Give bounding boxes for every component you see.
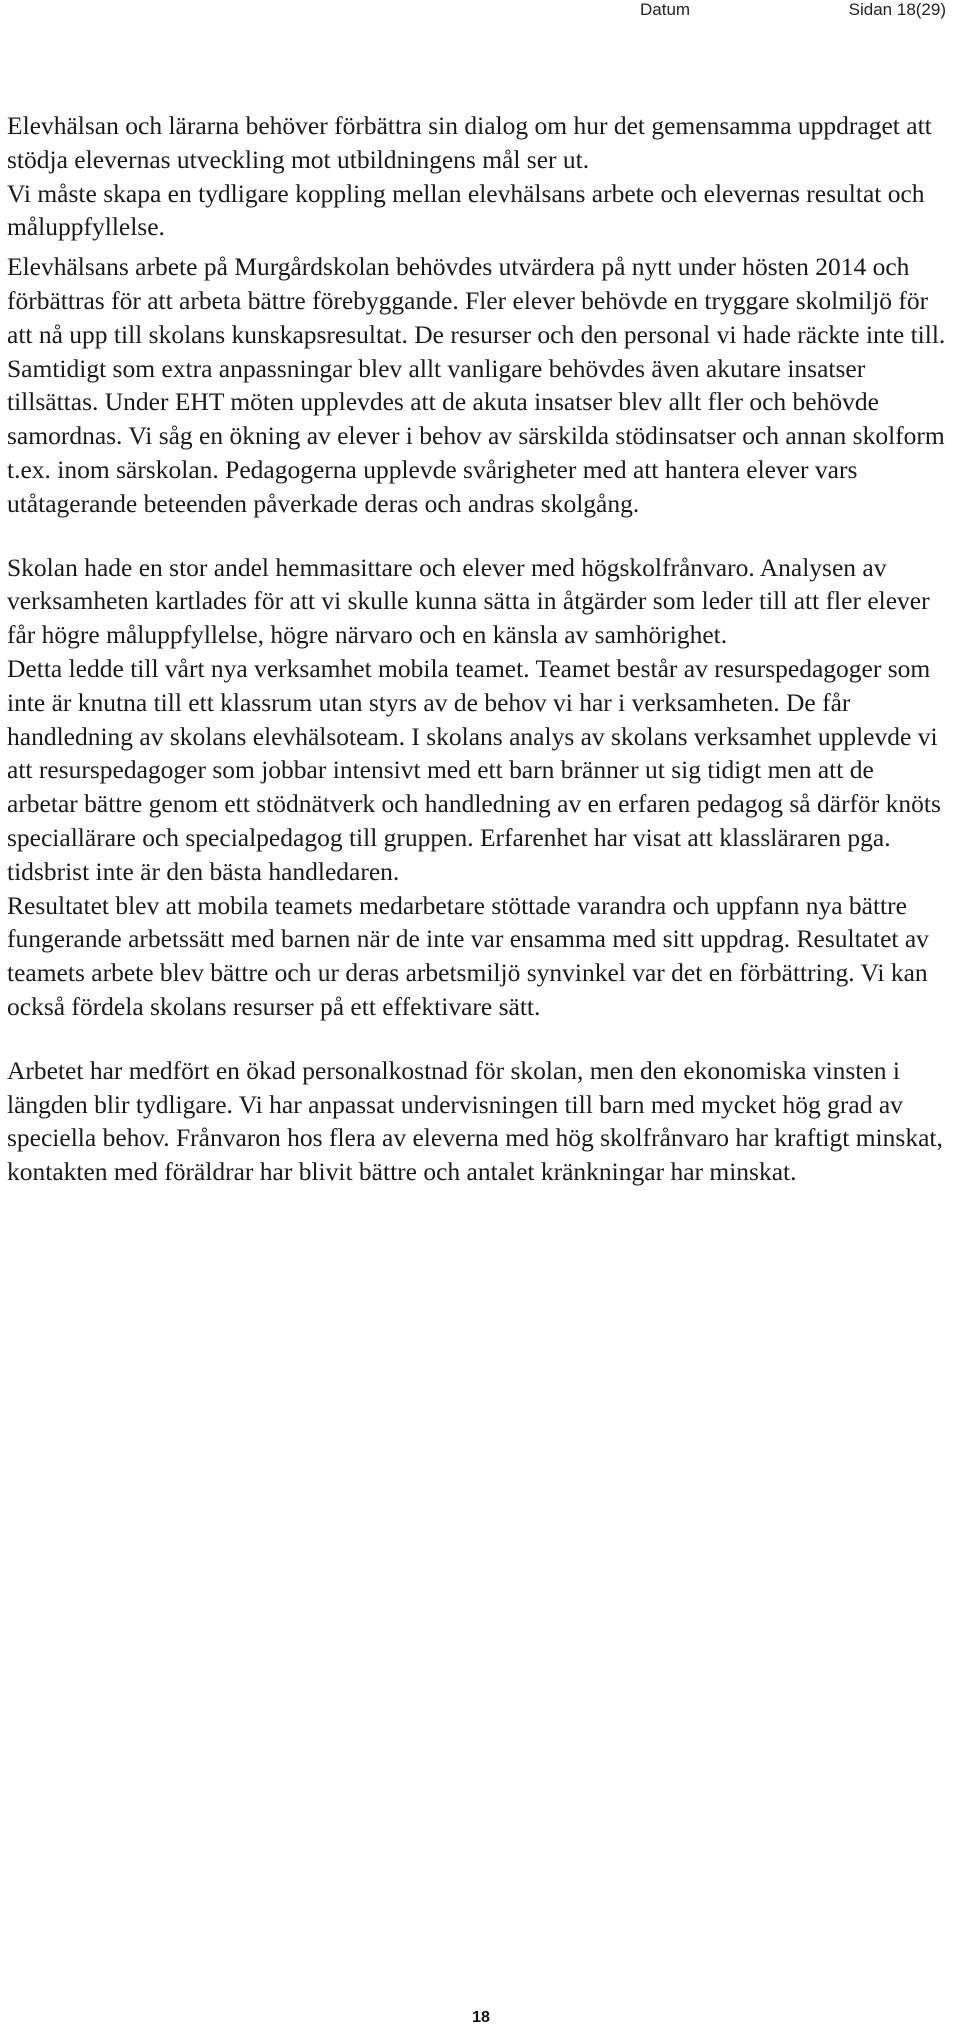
paragraph: Detta ledde till vårt nya verksamhet mobila teamet. Teamet består av resurspedagoger som inte är knutna till ett klassrum utan styrs av de behov vi har i verksamheten. De får handledning av skolans elevhälsoteam. I skolans analys av skolans verksamhet upplevde vi att resurspedagoger som jobbar intensivt med ett barn bränner ut sig tidigt men att de arbetar bättre genom ett stödnätverk och handledning av en erfaren pedagog så därför knöts speciallärare och specialpedagog till gruppen. Erfarenhet har visat att klassläraren pga. tidsbrist inte är den bästa handledaren. xyxy=(7,653,941,886)
page-header xyxy=(0,0,960,24)
paragraph: Resultatet blev att mobila teamets medarbetare stöttade varandra och uppfann nya bättre fungerande arbetssätt med barnen när de inte var ensamma med sitt uppdrag. Resultatet av teamets arbete blev bättre och ur deras arbetsmiljö synvinkel var det en förbättring. Vi kan också fördela skolans resurser på ett effektivare sätt. xyxy=(7,890,929,1021)
page-footer xyxy=(0,2009,960,2027)
page-number: 18 xyxy=(472,2009,490,2026)
paragraph: Samtidigt som extra anpassningar blev allt vanligare behövdes även akutare insatser tillsättas. Under EHT möten upplevdes att de akuta insatser blev allt fler och behövde samordnas. Vi såg en ökning av elever i behov av särskilda stödinsatser och annan skolform t.ex. inom särskolan. Pedagogerna upplevde svårigheter med att hantera elever vars utåtagerande beteenden påverkade deras och andras skolgång. xyxy=(7,353,945,518)
paragraph: Elevhälsan och lärarna behöver förbättra sin dialog om hur det gemensamma uppdraget att stödja elevernas utveckling mot utbildningens mål ser ut. xyxy=(7,111,932,174)
paragraph: Skolan hade en stor andel hemmasittare och elever med högskolfrånvaro. Analysen av verksamheten kartlades för att vi skulle kunna sätta in åtgärder som leder till att fler elever får högre måluppfyllelse, högre närvaro och en känsla av samhörighet. xyxy=(7,552,930,650)
paragraph: Arbetet har medfört en ökad personalkostnad för skolan, men den ekonomiska vinsten i längden blir tydligare. Vi har anpassat undervisningen till barn med mycket hög grad av speciella behov. Frånvaron hos flera av eleverna med hög skolfrånvaro har kraftigt minskat, kontakten med föräldrar har blivit bättre och antalet kränkningar har minskat. xyxy=(7,1055,943,1187)
paragraph-gap xyxy=(7,1024,947,1054)
paragraph: Elevhälsans arbete på Murgårdskolan behövdes utvärdera på nytt under hösten 2014 och förbättras för att arbeta bättre förebyggande. Fler elever behövde en tryggare skolmiljö för att nå upp till skolans kunskapsresultat. De resurser och den personal vi hade räckte inte till. xyxy=(7,252,946,349)
document-body xyxy=(7,109,947,1189)
header-date-label: Datum xyxy=(640,0,691,19)
paragraph-gap xyxy=(7,521,947,551)
paragraph: Vi måste skapa en tydligare koppling mellan elevhälsans arbete och elevernas resultat och måluppfyllelse. xyxy=(7,178,925,242)
header-page-label: Sidan 18(29) xyxy=(848,0,946,19)
